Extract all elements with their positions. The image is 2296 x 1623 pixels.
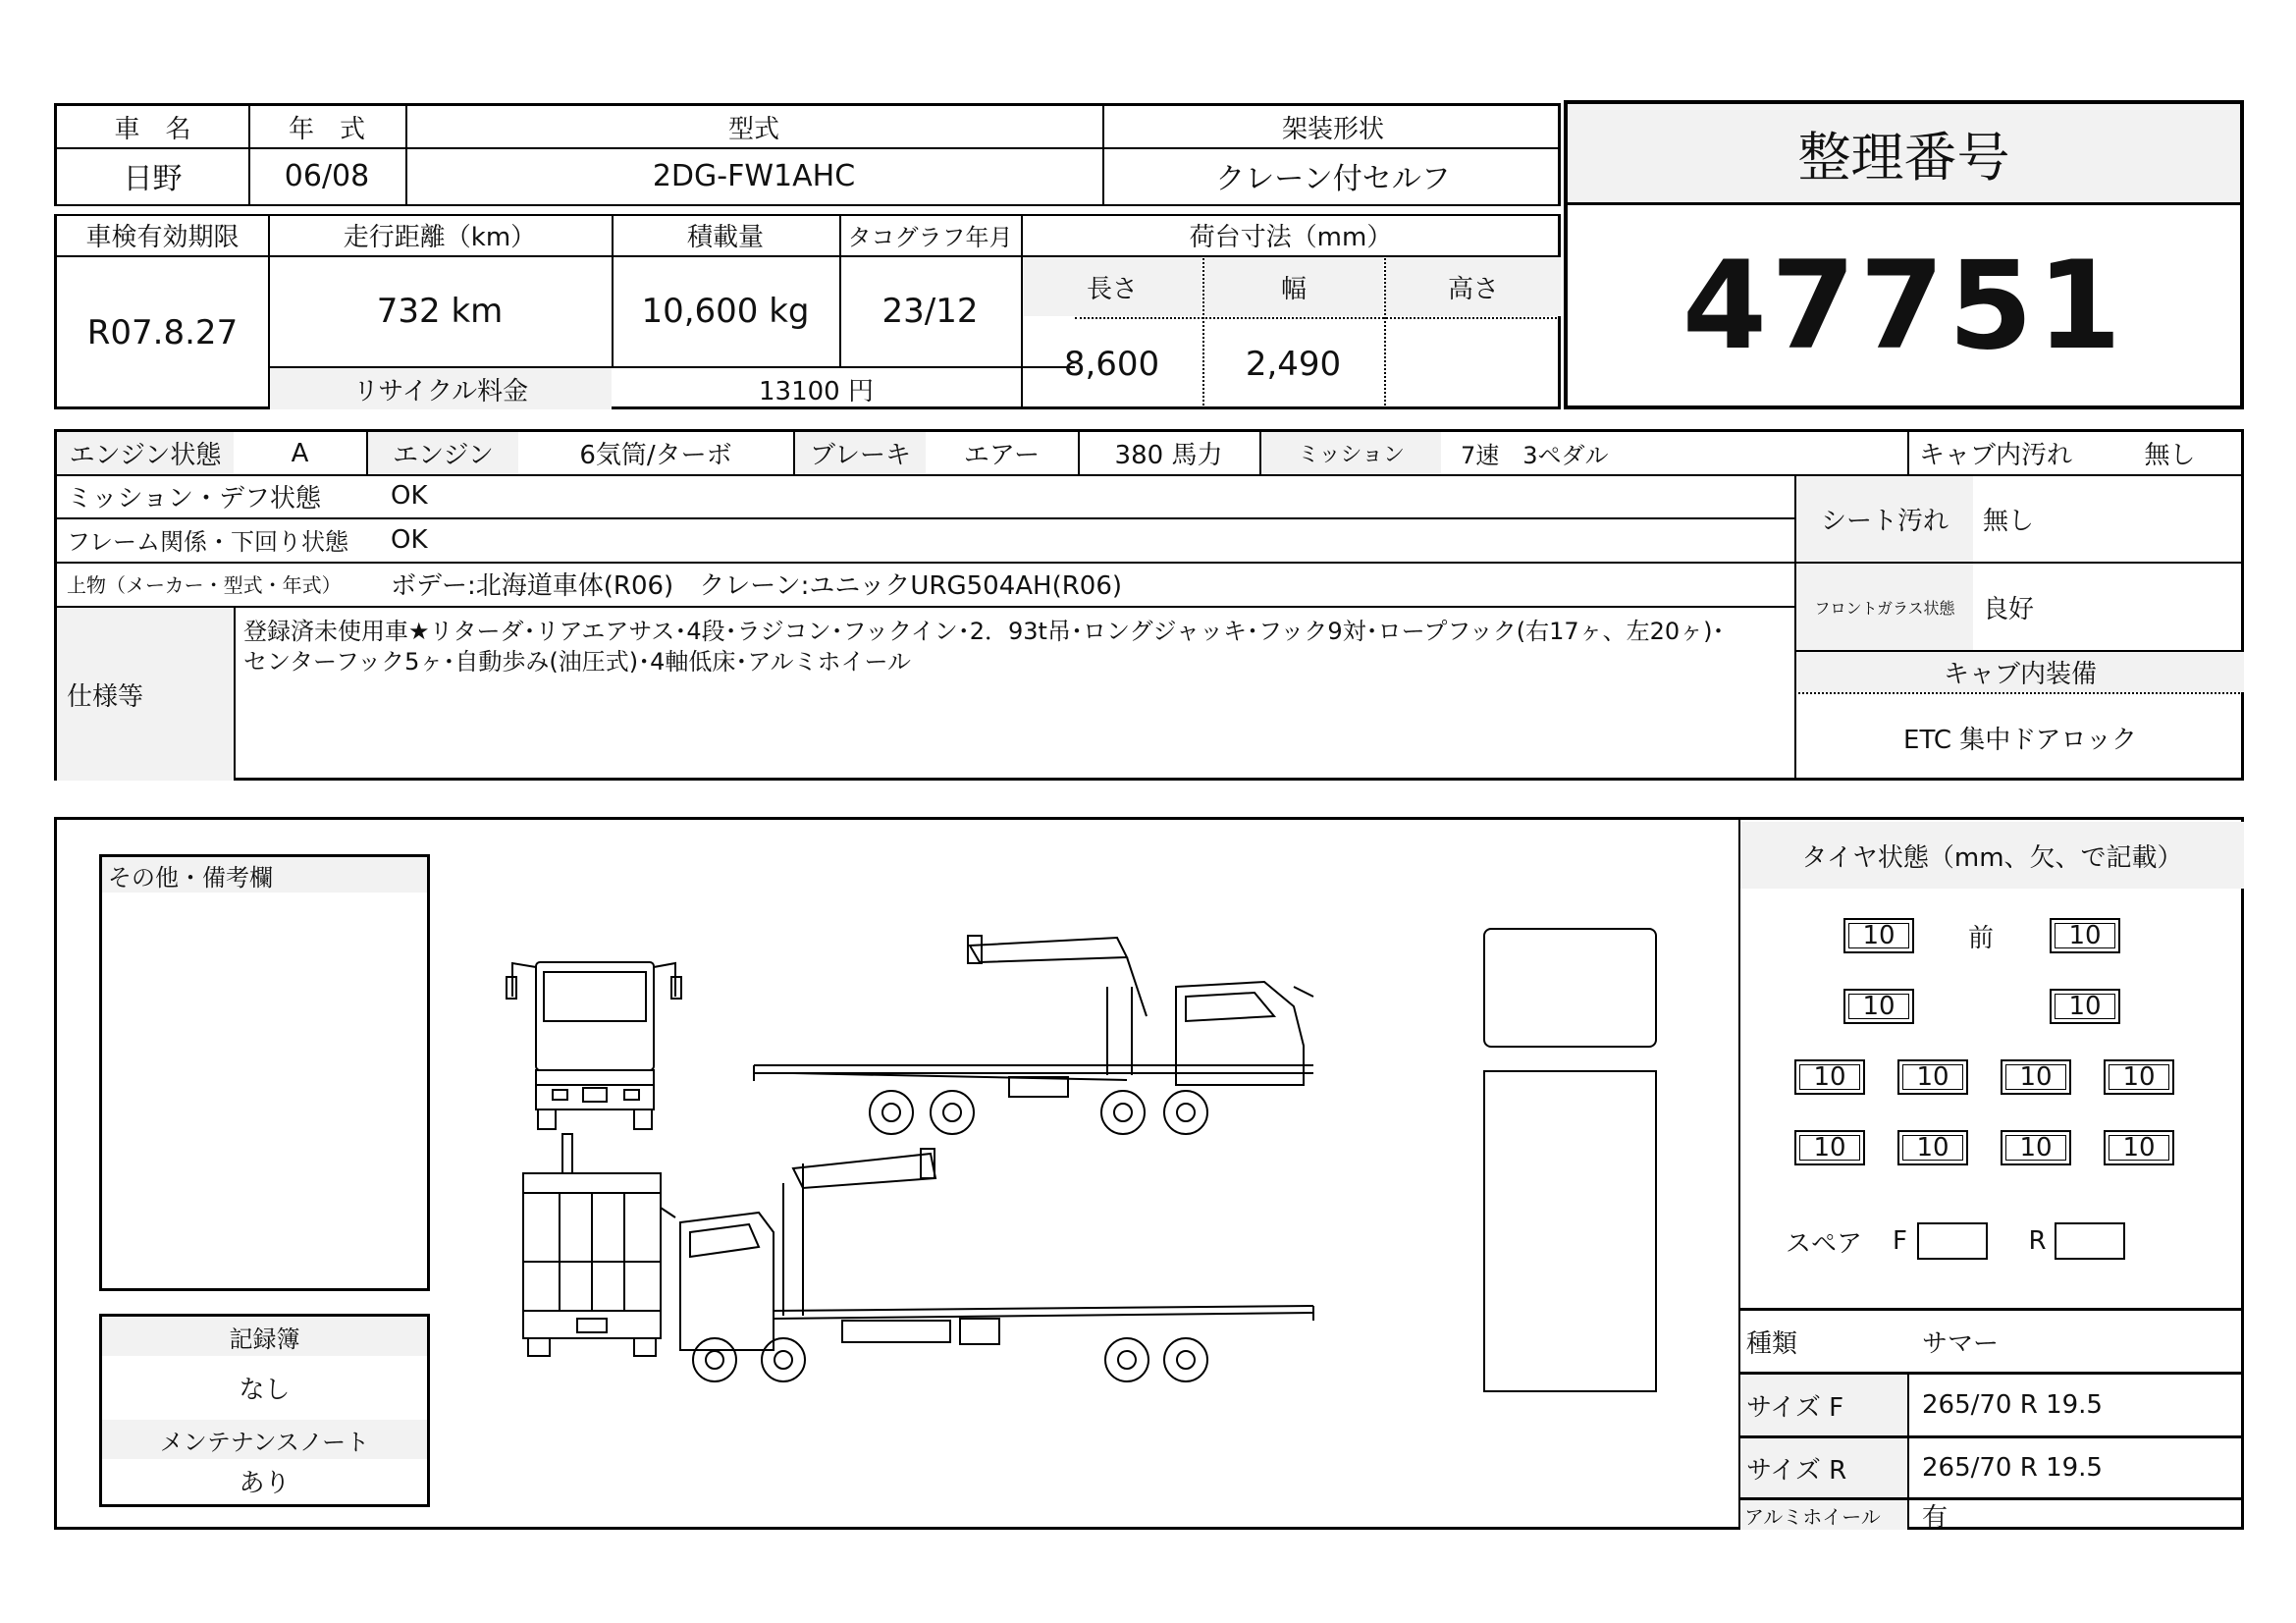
rear-panel <box>1483 1070 1657 1392</box>
tire-rear1-1: 10 <box>1794 1059 1865 1095</box>
truck-rear-view <box>523 1134 661 1356</box>
alum-value: 有 <box>1922 1502 1949 1533</box>
cab-dirt-label: キャブ内汚れ <box>1919 441 2073 470</box>
length-value: 8,600 <box>1063 344 1160 384</box>
tire-front-left: 10 <box>1843 918 1914 953</box>
spare-label: スペア <box>1785 1228 1862 1259</box>
mileage-value: 732 km <box>376 291 504 331</box>
bottom-section <box>54 817 2244 1533</box>
tire-title: タイヤ状態（mm、欠、で記載） <box>1740 822 2244 889</box>
tire-front-right: 10 <box>2050 918 2120 953</box>
horsepower-value: 380 馬力 <box>1114 441 1223 470</box>
tire-rear2-3: 10 <box>2001 1130 2071 1165</box>
capacity-value: 10,600 kg <box>641 291 810 331</box>
frame-value: OK <box>391 524 428 555</box>
brake-label: ブレーキ <box>795 432 926 474</box>
tire-front2-left: 10 <box>1843 989 1914 1024</box>
reference-number: 47751 <box>1682 235 2126 377</box>
width-value: 2,490 <box>1245 344 1342 384</box>
tacho-value: 23/12 <box>881 291 979 331</box>
model-value: 2DG-FW1AHC <box>652 158 856 193</box>
body-type-label: 架装形状 <box>1281 114 1384 144</box>
truck-side-view-right <box>754 936 1313 1134</box>
tire-rear1-3: 10 <box>2001 1059 2071 1095</box>
diff-value: OK <box>391 481 428 511</box>
spec-table <box>54 429 2244 781</box>
spec-line-2: センターフック5ヶ･自動歩み(油圧式)･4軸低床･アルミホイール <box>243 648 911 676</box>
tire-type-value: サマー <box>1922 1328 2000 1359</box>
tire-rear1-4: 10 <box>2104 1059 2174 1095</box>
spare-f-box <box>1917 1222 1988 1260</box>
tire-type-label: 種類 <box>1746 1328 1798 1359</box>
record-label: 記録簿 <box>102 1317 427 1356</box>
vehicle-info-table <box>54 103 1561 409</box>
recycle-label: リサイクル料金 <box>270 368 612 409</box>
reference-number-box <box>1564 100 2244 409</box>
spec-label: 仕様等 <box>57 608 234 781</box>
brake-value: エアー <box>963 441 1041 470</box>
tire-rear1-2: 10 <box>1897 1059 1968 1095</box>
cab-equip-label: キャブ内装備 <box>1796 652 2244 692</box>
year-label: 年 式 <box>288 114 365 144</box>
glass-value: 良好 <box>1983 594 2035 624</box>
engine-state-label: エンジン状態 <box>57 432 234 474</box>
inspection-value: R07.8.27 <box>86 312 239 352</box>
spec-line-1: 登録済未使用車★リターダ･リアエアサス･4段･ラジコン･フックイン･2．93t吊･ロングジャッキ･フック9対･ロープフック(右17ヶ、左20ヶ)･ <box>243 618 1725 645</box>
alum-label: アルミホイール <box>1740 1500 1907 1530</box>
spare-r-label: R <box>2028 1226 2047 1256</box>
recycle-value: 13100 円 <box>759 376 874 406</box>
engine-label: エンジン <box>368 432 518 474</box>
cab-dirt-value: 無し <box>2144 441 2196 470</box>
remarks-label: その他・備考欄 <box>102 857 427 893</box>
inspection-label: 車検有効期限 <box>85 222 240 252</box>
size-r-value: 265/70 R 19.5 <box>1922 1453 2103 1483</box>
height-value <box>1384 318 1561 409</box>
engine-state-value: A <box>291 438 309 468</box>
tacho-label: タコグラフ年月 <box>847 223 1013 251</box>
maintenance-label: メンテナンスノート <box>102 1420 427 1459</box>
maintenance-value: あり <box>239 1469 291 1498</box>
maker-label: 車 名 <box>114 114 191 144</box>
tire-front2-right: 10 <box>2050 989 2120 1024</box>
tire-rear2-4: 10 <box>2104 1130 2174 1165</box>
body-type-value: クレーン付セルフ <box>1215 162 1451 196</box>
model-label: 型式 <box>727 114 779 144</box>
spare-r-box <box>2055 1222 2125 1260</box>
record-value: なし <box>239 1376 291 1405</box>
windshield-panel <box>1483 928 1657 1048</box>
glass-label: フロントガラス状態 <box>1796 564 1973 650</box>
truck-front-view <box>507 962 681 1129</box>
tire-rear2-2: 10 <box>1897 1130 1968 1165</box>
body-label: 上物（メーカー・型式・年式） <box>67 573 342 597</box>
spare-f-label: F <box>1893 1226 1907 1256</box>
size-f-value: 265/70 R 19.5 <box>1922 1390 2103 1420</box>
mission-value: 7速 3ペダル <box>1461 442 1609 469</box>
mission-label: ミッション <box>1261 432 1441 474</box>
tire-rear2-1: 10 <box>1794 1130 1865 1165</box>
frame-label: フレーム関係・下回り状態 <box>67 528 349 556</box>
remarks-box <box>99 854 430 1291</box>
cargo-label: 荷台寸法（mm） <box>1189 222 1393 252</box>
reference-label: 整理番号 <box>1568 104 2240 202</box>
maker-value: 日野 <box>123 162 183 196</box>
record-book-box <box>99 1314 430 1507</box>
capacity-label: 積載量 <box>686 222 764 252</box>
engine-value: 6気筒/ターボ <box>579 441 732 470</box>
size-f-label: サイズ F <box>1740 1375 1907 1435</box>
mileage-label: 走行距離（km） <box>343 222 537 252</box>
size-r-label: サイズ R <box>1740 1438 1907 1497</box>
seat-value: 無し <box>1983 507 2035 536</box>
width-label: 幅 <box>1204 257 1383 316</box>
cab-equip-value: ETC 集中ドアロック <box>1903 725 2137 755</box>
length-label: 長さ <box>1023 257 1201 316</box>
diff-label: ミッション・デフ状態 <box>67 483 321 514</box>
truck-diagram <box>499 928 1490 1399</box>
front-label: 前 <box>1967 923 1994 953</box>
height-label: 高さ <box>1386 257 1561 316</box>
body-value: ボデー:北海道車体(R06) クレーン:ユニックURG504AH(R06) <box>391 571 1123 601</box>
seat-label: シート汚れ <box>1796 476 1973 562</box>
truck-side-view-left <box>661 1149 1313 1381</box>
year-value: 06/08 <box>284 158 370 193</box>
